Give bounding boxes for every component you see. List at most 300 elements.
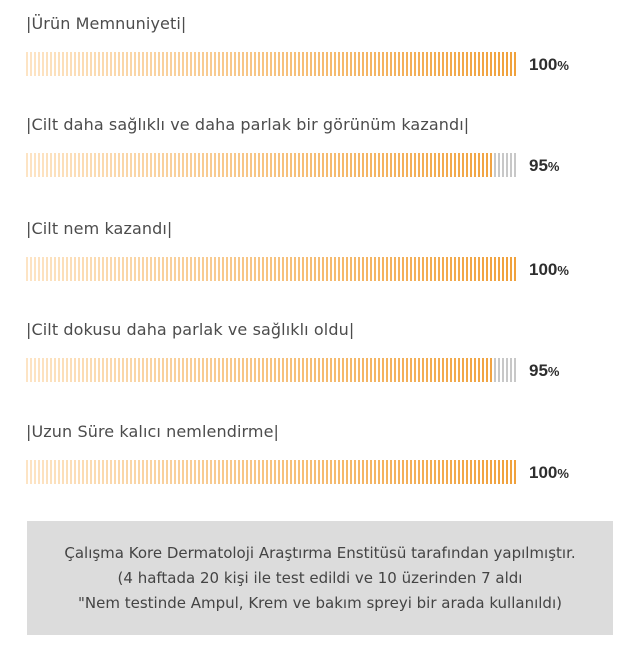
bar-stripe-filled xyxy=(210,153,212,177)
bar-stripe-filled xyxy=(250,257,252,281)
bar-stripe-filled xyxy=(426,52,428,76)
bar-stripe-filled xyxy=(262,153,264,177)
bar-stripe-filled xyxy=(258,52,260,76)
bar-stripe-filled xyxy=(438,460,440,484)
bar-stripe-filled xyxy=(202,153,204,177)
bar-stripe-filled xyxy=(434,257,436,281)
bar-stripe-filled xyxy=(422,358,424,382)
bar-stripe-filled xyxy=(238,257,240,281)
bar-stripe-filled xyxy=(310,358,312,382)
bar-stripe-filled xyxy=(138,358,140,382)
bar-stripe-filled xyxy=(70,358,72,382)
bar-stripe-filled xyxy=(214,52,216,76)
bar-stripe-filled xyxy=(342,358,344,382)
bar-stripe-filled xyxy=(54,460,56,484)
bar-stripe-filled xyxy=(58,153,60,177)
chart-item-label: |Cilt nem kazandı| xyxy=(26,219,173,238)
bar-stripe-filled xyxy=(42,257,44,281)
bar-stripe-filled xyxy=(70,460,72,484)
bar-stripe-filled xyxy=(150,52,152,76)
bar-stripe-empty xyxy=(502,153,504,177)
bar-stripe-filled xyxy=(258,257,260,281)
bar-stripe-filled xyxy=(246,358,248,382)
bar-stripe-filled xyxy=(226,52,228,76)
chart-item-4 xyxy=(26,420,626,482)
bar-stripe-filled xyxy=(414,257,416,281)
bar-stripe-filled xyxy=(154,358,156,382)
bar-stripe-filled xyxy=(118,358,120,382)
bar-stripe-filled xyxy=(438,257,440,281)
bar-stripe-filled xyxy=(358,358,360,382)
bar-stripe-filled xyxy=(50,460,52,484)
bar-stripe-filled xyxy=(166,460,168,484)
bar-stripe-filled xyxy=(26,257,28,281)
bar-stripe-filled xyxy=(150,460,152,484)
bar-stripe-filled xyxy=(494,52,496,76)
bar-stripe-filled xyxy=(298,153,300,177)
chart-item-label: |Cilt daha sağlıklı ve daha parlak bir görünüm kazandı| xyxy=(26,115,470,134)
bar-stripe-filled xyxy=(250,52,252,76)
bar-stripe-filled xyxy=(142,358,144,382)
bar-stripe-filled xyxy=(134,52,136,76)
bar-stripe-filled xyxy=(294,358,296,382)
bar-stripe-filled xyxy=(362,257,364,281)
bar-stripe-filled xyxy=(194,460,196,484)
bar-stripe-filled xyxy=(450,153,452,177)
bar-stripe-filled xyxy=(234,52,236,76)
bar-stripe-filled xyxy=(502,52,504,76)
bar-stripe-filled xyxy=(198,358,200,382)
bar-stripe-filled xyxy=(174,52,176,76)
bar-stripe-filled xyxy=(118,52,120,76)
bar-stripe-filled xyxy=(430,460,432,484)
bar-stripe-filled xyxy=(474,257,476,281)
bar-stripe-filled xyxy=(90,257,92,281)
bar-stripe-filled xyxy=(410,52,412,76)
bar-stripe-filled xyxy=(358,257,360,281)
bar-stripe-filled xyxy=(478,460,480,484)
study-note-line: "Nem testinde Ampul, Krem ve bakım spreyi bir arada kullanıldı) xyxy=(78,594,562,612)
bar-stripe-filled xyxy=(234,460,236,484)
bar-stripe-filled xyxy=(338,153,340,177)
bar-stripe-filled xyxy=(30,153,32,177)
bar-stripe-empty xyxy=(510,153,512,177)
bar-stripe-filled xyxy=(222,153,224,177)
bar-stripe-filled xyxy=(422,153,424,177)
bar-stripe-filled xyxy=(354,153,356,177)
bar-stripe-filled xyxy=(406,257,408,281)
bar-stripe-filled xyxy=(286,52,288,76)
bar-stripe-filled xyxy=(490,257,492,281)
bar-stripe-filled xyxy=(182,358,184,382)
bar-stripe-filled xyxy=(302,257,304,281)
bar-stripe-filled xyxy=(426,257,428,281)
bar-stripe-filled xyxy=(78,460,80,484)
bar-stripe-filled xyxy=(254,257,256,281)
bar-stripe-filled xyxy=(358,153,360,177)
bar-stripe-filled xyxy=(194,153,196,177)
bar-stripe-filled xyxy=(410,257,412,281)
bar-stripe-filled xyxy=(230,153,232,177)
bar-stripe-filled xyxy=(462,460,464,484)
bar-stripe-filled xyxy=(126,52,128,76)
bar-stripe-filled xyxy=(398,257,400,281)
bar-stripe-filled xyxy=(142,52,144,76)
bar-stripe-filled xyxy=(314,257,316,281)
bar-stripe-filled xyxy=(158,460,160,484)
bar-stripe-filled xyxy=(458,358,460,382)
bar-stripe-filled xyxy=(350,153,352,177)
bar-stripe-filled xyxy=(322,257,324,281)
bar-stripe-filled xyxy=(374,358,376,382)
bar-stripe-filled xyxy=(366,257,368,281)
bar-stripe-filled xyxy=(446,153,448,177)
bar-stripe-filled xyxy=(182,153,184,177)
bar-stripe-filled xyxy=(426,358,428,382)
bar-stripe-filled xyxy=(390,460,392,484)
bar-stripe-filled xyxy=(182,460,184,484)
bar-stripe-filled xyxy=(154,52,156,76)
bar-stripe-filled xyxy=(442,52,444,76)
bar-stripe-filled xyxy=(58,52,60,76)
study-note-box xyxy=(27,521,613,635)
bar-stripe-filled xyxy=(370,460,372,484)
bar-stripe-filled xyxy=(74,358,76,382)
bar-stripe-filled xyxy=(278,460,280,484)
bar-stripe-filled xyxy=(286,153,288,177)
bar-stripe-filled xyxy=(426,460,428,484)
bar-stripe-filled xyxy=(286,257,288,281)
bar-stripe-filled xyxy=(138,257,140,281)
bar-stripe-filled xyxy=(294,153,296,177)
bar-stripe-filled xyxy=(322,460,324,484)
bar-stripe-filled xyxy=(118,153,120,177)
bar-stripe-filled xyxy=(162,460,164,484)
bar-stripe-filled xyxy=(274,257,276,281)
bar-stripe-filled xyxy=(150,358,152,382)
bar-stripe-filled xyxy=(438,52,440,76)
bar-stripe-filled xyxy=(142,257,144,281)
bar-stripe-filled xyxy=(406,460,408,484)
bar-stripe-filled xyxy=(178,358,180,382)
bar-stripe-filled xyxy=(66,358,68,382)
bar-stripe-filled xyxy=(58,257,60,281)
bar-stripe-filled xyxy=(342,460,344,484)
bar-stripe-filled xyxy=(46,153,48,177)
bar-stripe-filled xyxy=(442,460,444,484)
bar-stripe-filled xyxy=(362,153,364,177)
bar-stripe-filled xyxy=(290,153,292,177)
bar-stripe-filled xyxy=(98,257,100,281)
bar-stripe-filled xyxy=(190,460,192,484)
bar-stripe-filled xyxy=(214,358,216,382)
bar-stripe-filled xyxy=(214,153,216,177)
bar-stripe-filled xyxy=(354,460,356,484)
chart-item-label: |Cilt dokusu daha parlak ve sağlıklı oldu| xyxy=(26,320,355,339)
bar-stripe-filled xyxy=(350,460,352,484)
bar-stripe-filled xyxy=(414,153,416,177)
bar-stripe-filled xyxy=(238,153,240,177)
bar-stripe-filled xyxy=(342,153,344,177)
bar-stripe-filled xyxy=(114,358,116,382)
bar-stripe-filled xyxy=(158,153,160,177)
bar-stripe-filled xyxy=(86,460,88,484)
bar-stripe-filled xyxy=(482,153,484,177)
bar-stripe-filled xyxy=(406,153,408,177)
bar-stripe-filled xyxy=(366,460,368,484)
bar-stripe-filled xyxy=(418,460,420,484)
bar-stripe-filled xyxy=(70,52,72,76)
bar-stripe-filled xyxy=(86,52,88,76)
bar-stripe-filled xyxy=(206,358,208,382)
bar-stripe-filled xyxy=(30,460,32,484)
bar-stripe-filled xyxy=(242,358,244,382)
bar-stripe-filled xyxy=(30,52,32,76)
bar-stripe-filled xyxy=(202,52,204,76)
bar-stripe-filled xyxy=(102,257,104,281)
bar-stripe-filled xyxy=(86,257,88,281)
value-label: 100% xyxy=(529,463,569,482)
bar-stripe-filled xyxy=(94,257,96,281)
bar-stripe-filled xyxy=(418,358,420,382)
bar-stripe-filled xyxy=(262,358,264,382)
bar-stripe-filled xyxy=(122,257,124,281)
bar-stripe-filled xyxy=(394,153,396,177)
value-label: 95% xyxy=(529,361,560,380)
bar-stripe-filled xyxy=(238,460,240,484)
bar-stripe-filled xyxy=(110,257,112,281)
bar-stripe-filled xyxy=(58,460,60,484)
bar-stripe-filled xyxy=(390,52,392,76)
bar-stripe-filled xyxy=(198,153,200,177)
bar-stripe-filled xyxy=(106,460,108,484)
bar-stripe-filled xyxy=(302,52,304,76)
bar-stripe-filled xyxy=(450,52,452,76)
bar-stripe-filled xyxy=(286,460,288,484)
bar-stripe-filled xyxy=(118,460,120,484)
bar-stripe-filled xyxy=(474,153,476,177)
bar-stripe-filled xyxy=(310,153,312,177)
bar-stripe-filled xyxy=(378,153,380,177)
bar-stripe-filled xyxy=(454,257,456,281)
bar-stripe-filled xyxy=(354,52,356,76)
bar-stripe-filled xyxy=(374,460,376,484)
bar-stripe-filled xyxy=(234,257,236,281)
bar-stripe-filled xyxy=(490,52,492,76)
bar-stripe-filled xyxy=(102,52,104,76)
bar-stripe-filled xyxy=(382,52,384,76)
bar-stripe-filled xyxy=(110,460,112,484)
bar-stripe-filled xyxy=(230,460,232,484)
bar-stripe-filled xyxy=(278,257,280,281)
bar-stripe-filled xyxy=(398,153,400,177)
bar-stripe-filled xyxy=(306,52,308,76)
bar-stripe-filled xyxy=(318,153,320,177)
bar-stripe-filled xyxy=(82,153,84,177)
bar-stripe-filled xyxy=(462,52,464,76)
bar-stripe-filled xyxy=(66,460,68,484)
bar-stripe-filled xyxy=(250,358,252,382)
bar-stripe-filled xyxy=(482,257,484,281)
bar-stripe-filled xyxy=(458,52,460,76)
bar-stripe-filled xyxy=(214,257,216,281)
bar-stripe-filled xyxy=(110,358,112,382)
bar-stripe-filled xyxy=(158,358,160,382)
bar-stripe-filled xyxy=(106,52,108,76)
bar-stripe-filled xyxy=(446,460,448,484)
bar-stripe-filled xyxy=(166,257,168,281)
bar-stripe-filled xyxy=(418,52,420,76)
bar-stripe-filled xyxy=(242,257,244,281)
bar-stripe-filled xyxy=(38,460,40,484)
bar-stripe-filled xyxy=(270,153,272,177)
bar-stripe-filled xyxy=(50,358,52,382)
bar-stripe-filled xyxy=(94,153,96,177)
bar-stripe-filled xyxy=(162,257,164,281)
bar-stripe-filled xyxy=(42,153,44,177)
bar-stripe-filled xyxy=(290,358,292,382)
bar-stripe-filled xyxy=(322,358,324,382)
bar-stripe-filled xyxy=(334,358,336,382)
bar-stripe-filled xyxy=(46,52,48,76)
bar-stripe-filled xyxy=(490,460,492,484)
bar-stripe-filled xyxy=(294,52,296,76)
bar-stripe-filled xyxy=(302,460,304,484)
bar-stripe-filled xyxy=(82,460,84,484)
bar-stripe-filled xyxy=(146,257,148,281)
bar-stripe-filled xyxy=(346,460,348,484)
bar-stripe-filled xyxy=(502,257,504,281)
bar-stripe-filled xyxy=(46,358,48,382)
bar-stripe-filled xyxy=(38,52,40,76)
bar-stripe-filled xyxy=(34,52,36,76)
bar-stripe-filled xyxy=(318,460,320,484)
bar-stripe-filled xyxy=(202,460,204,484)
bar-stripe-filled xyxy=(302,358,304,382)
bar-stripe-filled xyxy=(450,358,452,382)
bar-stripe-filled xyxy=(378,460,380,484)
bar-stripe-filled xyxy=(434,460,436,484)
progress-bar xyxy=(26,52,520,76)
bar-stripe-filled xyxy=(122,153,124,177)
bar-stripe-filled xyxy=(402,358,404,382)
bar-stripe-filled xyxy=(290,52,292,76)
bar-stripe-filled xyxy=(454,460,456,484)
bar-stripe-filled xyxy=(322,153,324,177)
bar-stripe-filled xyxy=(462,257,464,281)
bar-stripe-filled xyxy=(262,460,264,484)
bar-stripe-filled xyxy=(98,52,100,76)
bar-stripe-filled xyxy=(34,460,36,484)
bar-stripe-filled xyxy=(470,257,472,281)
bar-stripe-filled xyxy=(226,257,228,281)
bar-stripe-filled xyxy=(478,153,480,177)
bar-stripe-filled xyxy=(38,257,40,281)
bar-stripe-filled xyxy=(62,460,64,484)
bar-stripe-filled xyxy=(454,52,456,76)
bar-stripe-filled xyxy=(258,358,260,382)
bar-stripe-filled xyxy=(386,52,388,76)
bar-stripe-filled xyxy=(38,358,40,382)
bar-stripe-filled xyxy=(154,153,156,177)
bar-stripe-filled xyxy=(102,358,104,382)
bar-stripe-filled xyxy=(222,257,224,281)
chart-item-2 xyxy=(26,217,626,279)
bar-stripe-filled xyxy=(218,153,220,177)
progress-bar xyxy=(26,257,520,281)
bar-stripe-filled xyxy=(326,257,328,281)
bar-stripe-filled xyxy=(170,257,172,281)
bar-stripe-filled xyxy=(242,52,244,76)
bar-stripe-filled xyxy=(254,358,256,382)
bar-stripe-filled xyxy=(186,358,188,382)
bar-stripe-filled xyxy=(490,153,492,177)
bar-stripe-filled xyxy=(74,460,76,484)
bar-stripe-filled xyxy=(106,257,108,281)
study-note-line: (4 haftada 20 kişi ile test edildi ve 10 üzerinden 7 aldı xyxy=(117,569,523,587)
bar-stripe-filled xyxy=(346,257,348,281)
bar-stripe-filled xyxy=(94,460,96,484)
bar-stripe-filled xyxy=(506,460,508,484)
bar-stripe-filled xyxy=(274,52,276,76)
bar-stripe-filled xyxy=(374,257,376,281)
bar-stripe-filled xyxy=(370,358,372,382)
bar-stripe-filled xyxy=(498,460,500,484)
bar-stripe-filled xyxy=(282,153,284,177)
bar-stripe-filled xyxy=(442,257,444,281)
bar-stripe-filled xyxy=(130,460,132,484)
bar-stripe-filled xyxy=(78,52,80,76)
bar-stripe-filled xyxy=(358,52,360,76)
bar-stripe-filled xyxy=(78,358,80,382)
bar-stripe-filled xyxy=(54,358,56,382)
bar-stripe-filled xyxy=(130,358,132,382)
value-label: 95% xyxy=(529,156,560,175)
bar-stripe-empty xyxy=(506,358,508,382)
bar-stripe-filled xyxy=(38,153,40,177)
bar-stripe-filled xyxy=(34,358,36,382)
bar-stripe-filled xyxy=(170,153,172,177)
bar-stripe-filled xyxy=(242,460,244,484)
bar-stripe-filled xyxy=(410,358,412,382)
bar-stripe-filled xyxy=(514,257,516,281)
bar-stripe-filled xyxy=(158,52,160,76)
bar-stripe-filled xyxy=(358,460,360,484)
bar-stripe-filled xyxy=(230,358,232,382)
bar-stripe-filled xyxy=(254,153,256,177)
bar-stripe-filled xyxy=(122,358,124,382)
bar-stripe-filled xyxy=(470,52,472,76)
bar-stripe-filled xyxy=(98,358,100,382)
bar-stripe-filled xyxy=(202,358,204,382)
bar-stripe-filled xyxy=(258,153,260,177)
bar-stripe-filled xyxy=(362,358,364,382)
bar-stripe-filled xyxy=(258,460,260,484)
bar-stripe-filled xyxy=(62,52,64,76)
bar-stripe-filled xyxy=(174,153,176,177)
value-label: 100% xyxy=(529,260,569,279)
bar-stripe-filled xyxy=(26,153,28,177)
bar-stripe-filled xyxy=(354,358,356,382)
bar-stripe-filled xyxy=(134,358,136,382)
bar-stripe-filled xyxy=(346,358,348,382)
bar-stripe-filled xyxy=(42,358,44,382)
bar-stripe-filled xyxy=(226,358,228,382)
bar-stripe-filled xyxy=(198,460,200,484)
bar-stripe-filled xyxy=(290,460,292,484)
bar-stripe-filled xyxy=(338,460,340,484)
bar-stripe-filled xyxy=(486,257,488,281)
